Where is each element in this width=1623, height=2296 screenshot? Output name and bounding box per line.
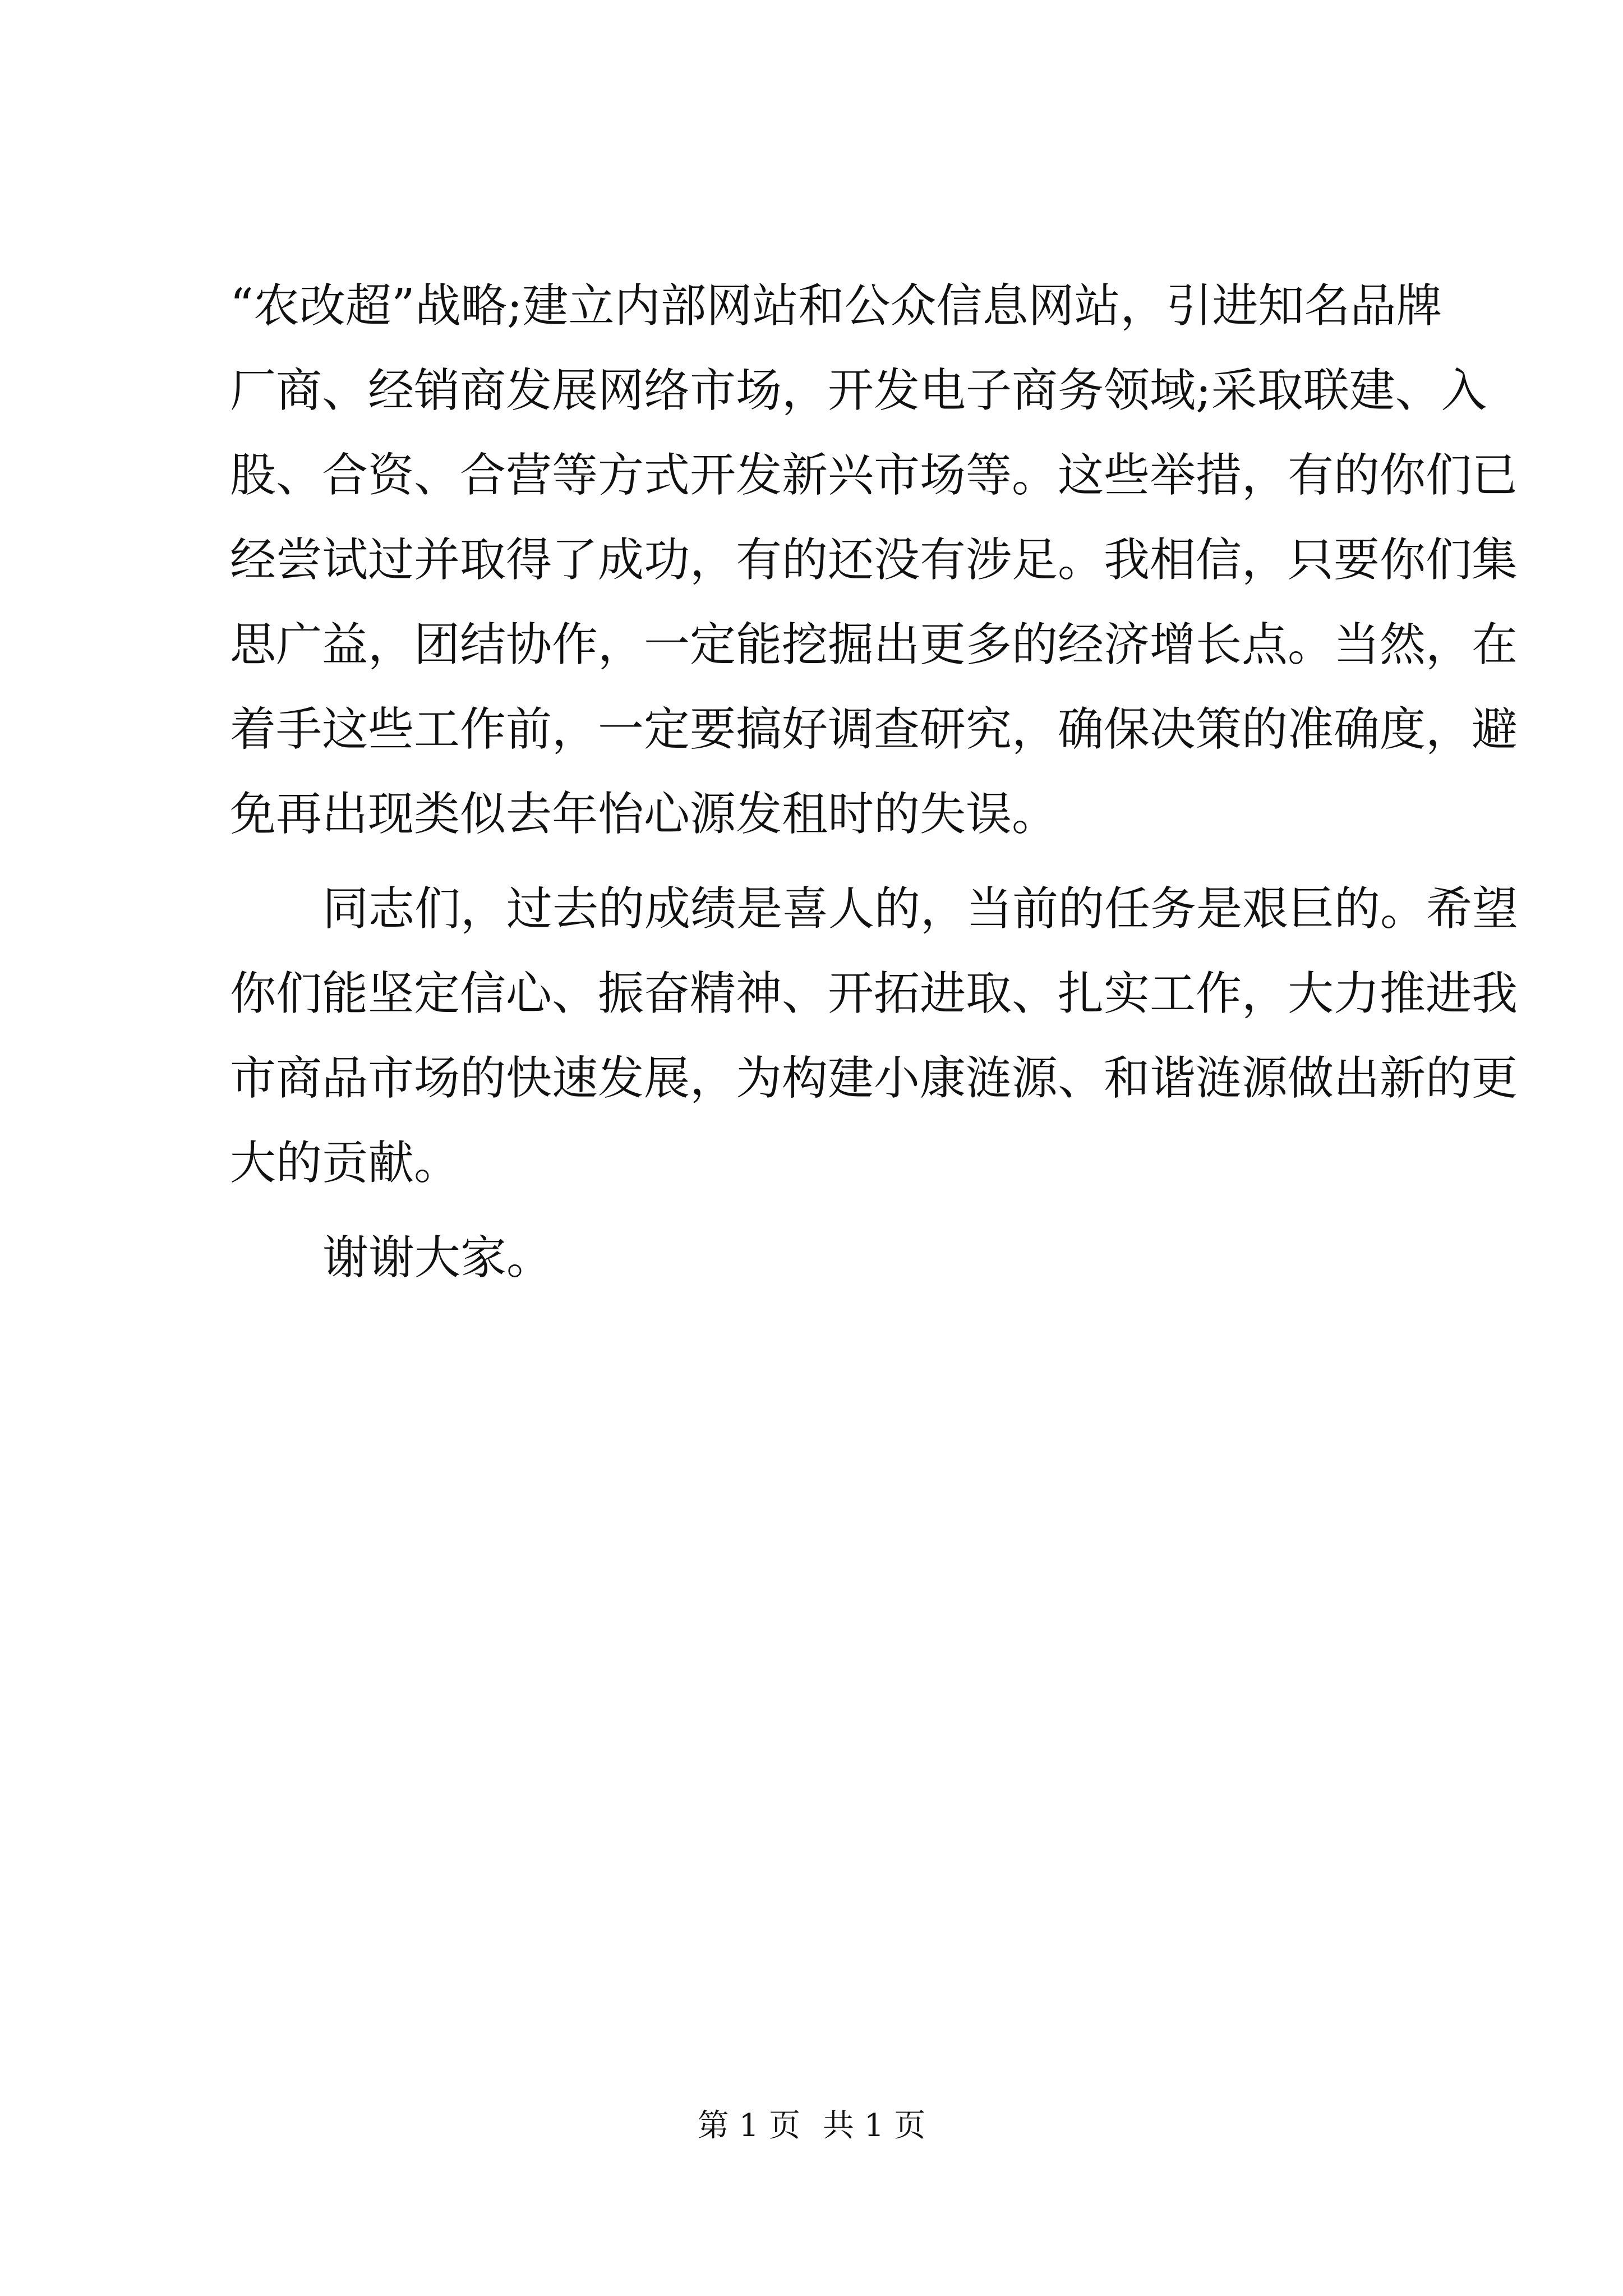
text-line: 谢谢大家。 <box>322 1231 553 1285</box>
paragraph-2 <box>230 867 1519 1205</box>
text-line: “农改超”战略;建立内部网站和公众信息网站，引进知名品牌 <box>230 279 1442 333</box>
document-body <box>230 264 1519 1300</box>
text-line: 厂商、经销商发展网络市场，开发电子商务领域;采取联建、入 <box>230 364 1487 417</box>
text-line: 思广益，团结协作，一定能挖掘出更多的经济增长点。当然，在 <box>230 618 1518 671</box>
page-number: 第 1 页 <box>697 2108 800 2144</box>
paragraph-3 <box>230 1216 1430 1300</box>
paragraph-spacer <box>230 857 1430 867</box>
text-line: 大的贡献。 <box>230 1137 460 1190</box>
text-line: 同志们，过去的成绩是喜人的，当前的任务是艰巨的。希望 <box>322 882 1519 936</box>
text-line: 你们能坚定信心、振奋精神、开拓进取、扎实工作，大力推进我 <box>230 967 1518 1020</box>
page-footer <box>0 2104 1623 2148</box>
text-line: 着手这些工作前，一定要搞好调查研究，确保决策的准确度，避 <box>230 703 1518 756</box>
paragraph-1 <box>230 264 1518 857</box>
text-line: 免再出现类似去年怡心源发租时的失误。 <box>230 788 1058 841</box>
page-total: 共 1 页 <box>823 2108 926 2144</box>
text-line: 股、合资、合营等方式开发新兴市场等。这些举措，有的你们已 <box>230 449 1518 502</box>
text-line: 市商品市场的快速发展，为构建小康涟源、和谐涟源做出新的更 <box>230 1052 1518 1105</box>
text-line: 经尝试过并取得了成功，有的还没有涉足。我相信，只要你们集 <box>230 533 1518 587</box>
paragraph-spacer <box>230 1205 1430 1216</box>
